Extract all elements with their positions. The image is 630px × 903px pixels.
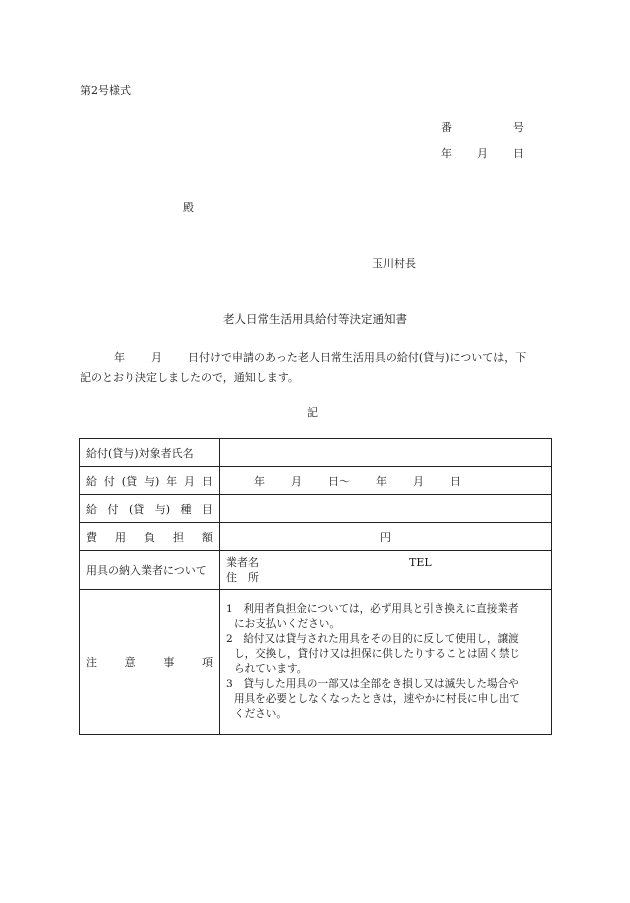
table-row <box>80 523 552 551</box>
label-char: 事 <box>163 656 175 669</box>
notes-value <box>220 590 552 735</box>
period-label <box>80 467 220 495</box>
label-char: 種 <box>180 502 192 516</box>
label-char: 意 <box>124 656 136 669</box>
note-line: 用具を必要としなくなったときは，速やかに村長に申し出て <box>234 693 521 705</box>
cost-burden-value <box>220 523 552 551</box>
recipient-name-label: 給付(貸与)対象者氏名 <box>80 439 220 467</box>
label-char: 年 <box>166 474 178 488</box>
label-char: 用 <box>115 530 126 544</box>
note-line: にお支払いください。 <box>234 618 340 630</box>
table-row <box>80 551 552 590</box>
cost-burden-label <box>80 523 220 551</box>
table-row <box>80 439 552 467</box>
table-row <box>80 467 552 495</box>
label-char: 負 <box>144 530 155 544</box>
note-line: 1 利用者負担金については，必ず用具と引き換えに直接業者 <box>226 603 519 615</box>
yen-unit: 円 <box>380 530 391 544</box>
note-line: られています。 <box>234 663 308 675</box>
label-char: 日 <box>201 474 213 488</box>
date-year-label: 年 <box>441 147 452 160</box>
sender: 玉川村長 <box>372 257 416 270</box>
vendor-label: 用具の納入業者について <box>80 551 220 590</box>
go-label: 号 <box>513 121 524 134</box>
label-char: (貸 <box>128 502 145 516</box>
label-char: 目 <box>201 502 213 516</box>
label-char: 額 <box>202 530 213 544</box>
label-char: (貸 <box>121 474 138 488</box>
date-month-label: 月 <box>477 147 488 160</box>
period-start-day: 日〜 <box>328 474 350 488</box>
label-char: 費 <box>86 530 97 544</box>
body-month: 月 <box>151 351 162 364</box>
label-char: 付 <box>107 502 119 516</box>
period-end-day: 日 <box>450 474 461 488</box>
date-day-label: 日 <box>513 147 524 160</box>
body-year: 年 <box>114 351 125 364</box>
item-type-label <box>80 495 220 523</box>
label-char: 注 <box>86 656 97 669</box>
ban-label: 番 <box>441 121 452 134</box>
decision-table <box>79 438 552 735</box>
address-label: 住 所 <box>226 571 259 584</box>
item-type-value <box>220 495 552 523</box>
addressee-suffix: 殿 <box>183 201 194 214</box>
ki-heading: 記 <box>307 406 318 419</box>
note-line: 2 給付又は貸与された用具をその目的に反して使用し，譲渡 <box>226 633 519 645</box>
note-line: し，交換し，貸付け又は担保に供したりすることは固く禁じ <box>234 648 521 660</box>
recipient-name-value <box>220 439 552 467</box>
body-line-2: 記のとおり決定しましたので，通知します。 <box>80 371 299 384</box>
period-value <box>220 467 552 495</box>
document-title: 老人日常生活用具給付等決定通知書 <box>223 312 407 326</box>
body-line-1-rest: 日付けで申請のあった老人日常生活用具の給付(貸与)については，下 <box>188 351 527 364</box>
period-start-year: 年 <box>254 474 265 488</box>
label-char: 給 <box>86 474 97 488</box>
form-number: 第2号様式 <box>80 84 131 97</box>
label-char: 給 <box>86 502 97 516</box>
notes-label <box>80 590 220 735</box>
vendor-name-label: 業者名 <box>226 556 259 569</box>
label-char: 与) <box>143 474 160 488</box>
period-end-year: 年 <box>376 474 387 488</box>
label-char: 項 <box>201 656 213 669</box>
note-line: 3 貸与した用具の一部又は全部をき損し又は滅失した場合や <box>226 678 519 690</box>
note-line: ください。 <box>234 708 287 720</box>
label-char: 与) <box>154 502 170 516</box>
label-char: 担 <box>173 530 184 544</box>
body-line-1 <box>80 348 550 368</box>
table-row <box>80 590 552 735</box>
body-paragraph <box>80 348 550 388</box>
label-char: 付 <box>103 474 115 488</box>
period-end-month: 月 <box>413 474 424 488</box>
label-char: 月 <box>184 474 196 488</box>
period-start-month: 月 <box>291 474 302 488</box>
vendor-value <box>220 551 552 590</box>
table-row <box>80 495 552 523</box>
tel-label: TEL <box>409 556 432 569</box>
